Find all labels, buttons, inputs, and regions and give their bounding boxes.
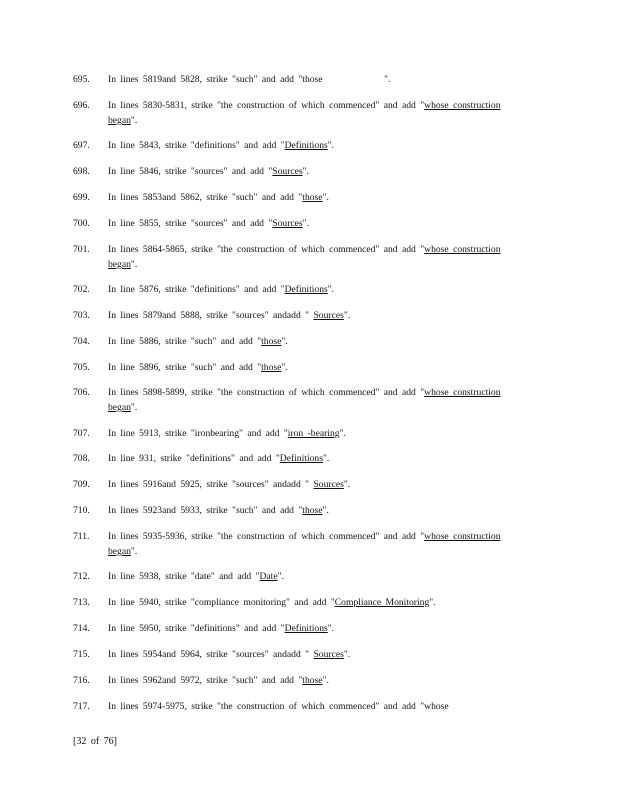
- item-text-insert: Definitions: [279, 453, 323, 464]
- item-number: 710.: [73, 505, 90, 516]
- item-text: [108, 334, 510, 349]
- item-text-insert: whose construction began: [108, 100, 501, 126]
- item-number: 697.: [73, 140, 90, 151]
- item-text-pre: In lines 5916and 5925, strike "sources" andadd ": [108, 479, 314, 490]
- item-text-insert: Compliance Monitoring: [334, 597, 430, 608]
- item-number: 699.: [73, 192, 90, 203]
- amendment-item: [73, 308, 513, 323]
- item-number: 707.: [73, 428, 90, 439]
- amendment-item: [73, 647, 513, 662]
- item-number: 715.: [73, 649, 90, 660]
- amendment-item: [73, 216, 513, 231]
- amendment-item: [73, 164, 513, 179]
- amendment-item: [73, 385, 513, 415]
- item-text-pre: In lines 5864-5865, strike "the construction of which commenced" and add ": [108, 244, 425, 255]
- item-text: [108, 529, 510, 559]
- item-text-post: ".: [384, 74, 391, 85]
- item-text: [108, 503, 510, 518]
- item-text-pre: In lines 5898-5899, strike "the construction of which commenced" and add ": [108, 387, 425, 398]
- item-text: [108, 647, 510, 662]
- amendment-item: [73, 242, 513, 272]
- amendment-item: [73, 451, 513, 466]
- item-text-pre: In lines 5974-5975, strike "the construction of which commenced" and add "whose: [108, 701, 449, 712]
- item-text-post: ".: [277, 571, 284, 582]
- item-text: [108, 595, 510, 610]
- item-text-insert: whose construction began: [108, 531, 501, 557]
- item-number: 706.: [73, 387, 90, 398]
- item-number: 708.: [73, 453, 90, 464]
- item-text: [108, 216, 510, 231]
- item-number: 714.: [73, 623, 90, 634]
- item-text-pre: In lines 5830-5831, strike "the construction of which commenced" and add ": [108, 100, 425, 111]
- item-text: [108, 385, 510, 415]
- item-text: [108, 138, 510, 153]
- item-text: [108, 673, 510, 688]
- item-text: [108, 72, 510, 87]
- item-number: 700.: [73, 218, 90, 229]
- item-text-pre: In lines 5954and 5964, strike "sources" andadd ": [108, 649, 314, 660]
- item-text-pre: In lines 5923and 5933, strike "such" and add ": [108, 505, 303, 516]
- item-number: 696.: [73, 100, 90, 111]
- item-text-post: ".: [130, 402, 138, 413]
- amendment-item: [73, 138, 513, 153]
- amendment-item: [73, 72, 513, 87]
- item-number: 704.: [73, 336, 90, 347]
- amendment-item: [73, 503, 513, 518]
- item-text-pre: In lines 5853and 5862, strike "such" and add ": [108, 192, 303, 203]
- item-text-insert: Sources: [313, 649, 344, 660]
- item-text-post: ".: [302, 218, 309, 229]
- item-number: 709.: [73, 479, 90, 490]
- item-text: [108, 164, 510, 179]
- item-text-post: ".: [281, 336, 288, 347]
- item-number: 701.: [73, 244, 90, 255]
- item-text: [108, 308, 510, 323]
- item-text-pre: In line 5876, strike "definitions" and add ": [108, 284, 285, 295]
- item-text-post: ".: [327, 140, 335, 151]
- item-text-pre: In line 5938, strike "date" and add ": [108, 571, 260, 582]
- item-number: 703.: [73, 310, 90, 321]
- item-text: [108, 98, 510, 128]
- item-text-pre: In lines 5962and 5972, strike "such" and add ": [108, 675, 303, 686]
- item-text-insert: Definitions: [284, 140, 328, 151]
- item-text: [108, 190, 510, 205]
- amendment-item: [73, 529, 513, 559]
- item-text: [108, 699, 510, 714]
- item-text-pre: In line 5896, strike "such" and add ": [108, 362, 262, 373]
- item-text-insert: those: [261, 336, 282, 347]
- amendment-item: [73, 282, 513, 297]
- item-text-post: ".: [130, 259, 138, 270]
- amendment-item: [73, 360, 513, 375]
- item-text-insert: Date: [259, 571, 278, 582]
- item-text-insert: whose construction began: [108, 244, 501, 270]
- item-number: 695.: [73, 74, 90, 85]
- amendment-item: [73, 426, 513, 441]
- item-text-post: ".: [322, 505, 329, 516]
- item-text-post: ".: [302, 166, 309, 177]
- item-number: 712.: [73, 571, 90, 582]
- item-number: 711.: [73, 531, 90, 542]
- item-text-post: ".: [343, 479, 351, 490]
- item-text: [108, 477, 510, 492]
- item-text: [108, 360, 510, 375]
- item-text-pre: In lines 5879and 5888, strike "sources" andadd ": [108, 310, 314, 321]
- amendment-item: [73, 699, 513, 714]
- item-text-pre: In line 931, strike "definitions" and add ": [108, 453, 280, 464]
- item-text-insert: Definitions: [284, 284, 328, 295]
- item-text-pre: In line 5913, strike "ironbearing" and add ": [108, 428, 288, 439]
- item-text: [108, 242, 510, 272]
- item-text-post: ".: [322, 453, 330, 464]
- item-text-insert: those: [302, 675, 323, 686]
- item-number: 698.: [73, 166, 90, 177]
- item-text: [108, 451, 510, 466]
- item-text-pre: In line 5950, strike "definitions" and add ": [108, 623, 285, 634]
- item-text-insert: whose construction began: [108, 387, 501, 413]
- item-text-insert: those: [302, 505, 323, 516]
- item-text-pre: In lines 5819and 5828, strike "such" and add "those: [108, 74, 323, 85]
- item-text-pre: In line 5843, strike "definitions" and add ": [108, 140, 285, 151]
- amendment-item: [73, 621, 513, 636]
- page-number: [32 of 76]: [73, 736, 117, 747]
- item-text-pre: In line 5886, strike "such" and add ": [108, 336, 262, 347]
- item-text-post: ".: [322, 675, 329, 686]
- item-text-insert: those: [261, 362, 282, 373]
- item-text-insert: iron -bearing: [287, 428, 340, 439]
- item-text-pre: In line 5940, strike "compliance monitoring" and add ": [108, 597, 335, 608]
- item-number: 702.: [73, 284, 90, 295]
- amendment-item: [73, 98, 513, 128]
- item-text-insert: those: [302, 192, 323, 203]
- item-text-post: ".: [130, 115, 138, 126]
- item-text: [108, 426, 510, 441]
- item-number: 716.: [73, 675, 90, 686]
- item-text-post: ".: [339, 428, 346, 439]
- item-text-post: ".: [327, 623, 335, 634]
- item-text-insert: Sources: [272, 218, 303, 229]
- item-text-post: ".: [343, 649, 351, 660]
- item-text-pre: In line 5855, strike "sources" and add ": [108, 218, 273, 229]
- amendment-item: [73, 190, 513, 205]
- item-text: [108, 621, 510, 636]
- item-text: [108, 569, 510, 584]
- amendment-item: [73, 569, 513, 584]
- item-text-insert: Sources: [313, 310, 344, 321]
- item-text-insert: Sources: [313, 479, 344, 490]
- item-text-insert: Definitions: [284, 623, 328, 634]
- item-number: 717.: [73, 701, 90, 712]
- item-text-post: ".: [343, 310, 351, 321]
- amendment-item: [73, 477, 513, 492]
- item-text-post: ".: [281, 362, 288, 373]
- amendment-item: [73, 673, 513, 688]
- item-text-post: ".: [130, 546, 138, 557]
- item-text-pre: In line 5846, strike "sources" and add ": [108, 166, 273, 177]
- amendment-item: [73, 595, 513, 610]
- item-number: 713.: [73, 597, 90, 608]
- amendment-item: [73, 334, 513, 349]
- item-text: [108, 282, 510, 297]
- item-text-post: ".: [327, 284, 335, 295]
- item-text-post: ".: [429, 597, 436, 608]
- item-text-pre: In lines 5935-5936, strike "the construction of which commenced" and add ": [108, 531, 425, 542]
- item-number: 705.: [73, 362, 90, 373]
- item-text-post: ".: [322, 192, 329, 203]
- item-text-insert: Sources: [272, 166, 303, 177]
